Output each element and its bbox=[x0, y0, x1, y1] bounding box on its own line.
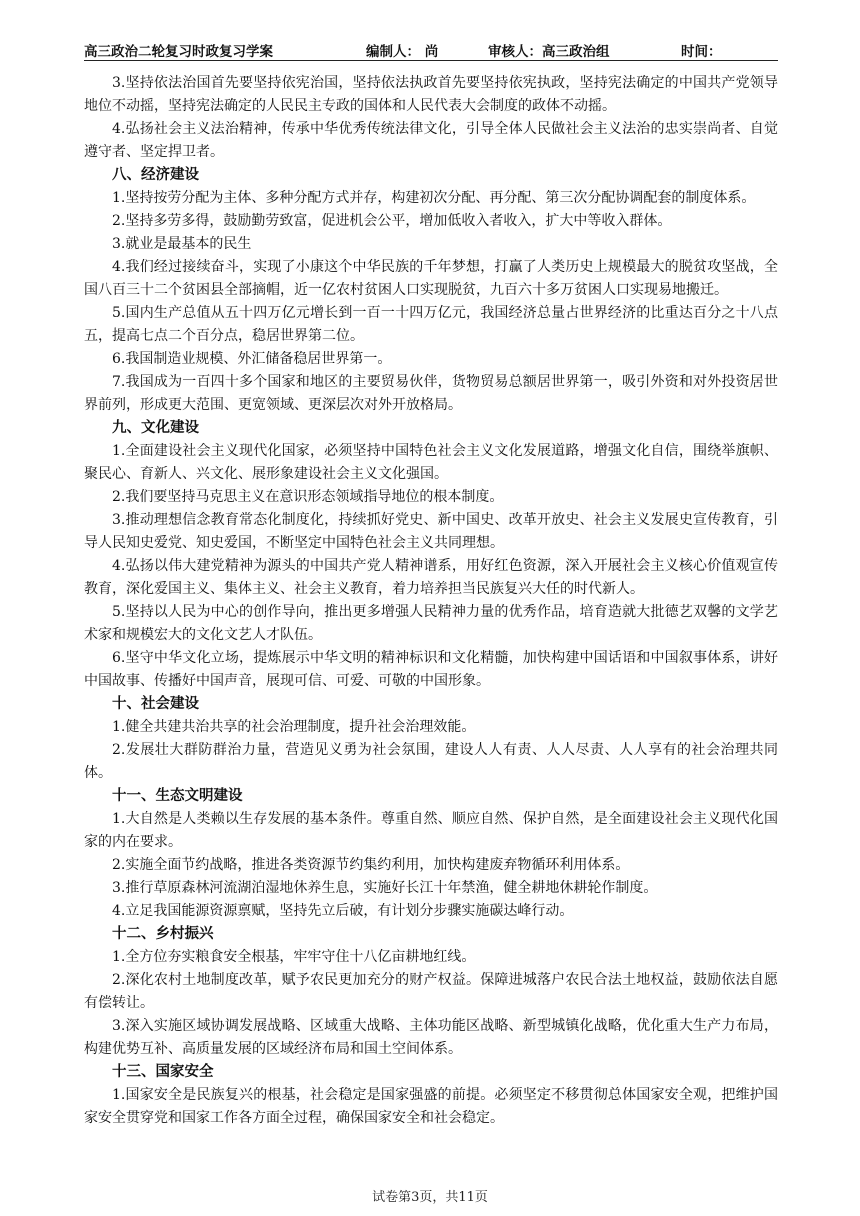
list-item: 1.大自然是人类赖以生存发展的基本条件。尊重自然、顺应自然、保护自然，是全面建设社会主义现代化国家的内在要求。 bbox=[84, 811, 778, 850]
header-title: 高三政治二轮复习时政复习学案 bbox=[84, 44, 273, 60]
list-item: 6.我国制造业规模、外汇储备稳居世界第一。 bbox=[112, 351, 392, 367]
list-item: 3.就业是最基本的民生 bbox=[112, 236, 252, 252]
list-item: 7.我国成为一百四十多个国家和地区的主要贸易伙伴，货物贸易总额居世界第一，吸引外资和对外投资居世界前列，形成更大范围、更宽领域、更深层次对外开放格局。 bbox=[84, 374, 778, 413]
page-footer: 试卷第3页，共11页 bbox=[372, 1190, 488, 1205]
list-item: 1.坚持按劳分配为主体、多种分配方式并存，构建初次分配、再分配、第三次分配协调配套的制度体系。 bbox=[112, 190, 756, 206]
list-item: 5.国内生产总值从五十四万亿元增长到一百一十四万亿元，我国经济总量占世界经济的比重达百分之十八点五，提高七点二个百分点，稳居世界第二位。 bbox=[84, 305, 778, 344]
header-reviewer: 审核人：高三政治组 bbox=[488, 44, 610, 60]
list-item: 1.全面建设社会主义现代化国家，必须坚持中国特色社会主义文化发展道路，增强文化自信，围绕举旗帜、聚民心、育新人、兴文化、展形象建设社会主义文化强国。 bbox=[84, 443, 778, 482]
section-heading: 九、文化建设 bbox=[112, 420, 199, 436]
section-heading: 十三、国家安全 bbox=[112, 1064, 214, 1080]
page-header bbox=[84, 40, 778, 60]
list-item: 4.我们经过接续奋斗，实现了小康这个中华民族的千年梦想，打赢了人类历史上规模最大的脱贫攻坚战，全国八百三十二个贫困县全部摘帽，近一亿农村贫困人口实现脱贫，九百六十多万贫困人口实现易地搬迁。 bbox=[84, 259, 778, 298]
header-editor: 编制人： 尚 bbox=[366, 44, 439, 60]
paragraph: 3.坚持依法治国首先要坚持依宪治国，坚持依法执政首先要坚持依宪执政，坚持宪法确定的中国共产党领导地位不动摇，坚持宪法确定的人民民主专政的国体和人民代表大会制度的政体不动摇。 bbox=[84, 75, 778, 114]
list-item: 2.发展壮大群防群治力量，营造见义勇为社会氛围，建设人人有责、人人尽责、人人享有的社会治理共同体。 bbox=[84, 742, 778, 781]
list-item: 2.坚持多劳多得，鼓励勤劳致富，促进机会公平，增加低收入者收入，扩大中等收入群体。 bbox=[112, 213, 672, 229]
header-time: 时间： bbox=[681, 44, 722, 60]
list-item: 5.坚持以人民为中心的创作导向，推出更多增强人民精神力量的优秀作品，培育造就大批德艺双馨的文学艺术家和规模宏大的文化文艺人才队伍。 bbox=[84, 604, 778, 643]
list-item: 2.我们要坚持马克思主义在意识形态领域指导地位的根本制度。 bbox=[112, 489, 504, 505]
list-item: 2.深化农村土地制度改革，赋予农民更加充分的财产权益。保障进城落户农民合法土地权益，鼓励依法自愿有偿转让。 bbox=[84, 972, 778, 1011]
list-item: 3.推行草原森林河流湖泊湿地休养生息，实施好长江十年禁渔，健全耕地休耕轮作制度。 bbox=[112, 880, 658, 896]
document-body bbox=[84, 72, 778, 1130]
list-item: 6.坚守中华文化立场，提炼展示中华文明的精神标识和文化精髓，加快构建中国话语和中国叙事体系，讲好中国故事、传播好中国声音，展现可信、可爱、可敬的中国形象。 bbox=[84, 650, 778, 689]
section-heading: 八、经济建设 bbox=[112, 167, 199, 183]
list-item: 3.推动理想信念教育常态化制度化，持续抓好党史、新中国史、改革开放史、社会主义发展史宣传教育，引导人民知史爱党、知史爱国，不断坚定中国特色社会主义共同理想。 bbox=[84, 512, 778, 551]
sections-container bbox=[84, 164, 778, 1130]
paragraph: 4.弘扬社会主义法治精神，传承中华优秀传统法律文化，引导全体人民做社会主义法治的忠实崇尚者、自觉遵守者、坚定捍卫者。 bbox=[84, 121, 778, 160]
list-item: 2.实施全面节约战略，推进各类资源节约集约利用，加快构建废弃物循环利用体系。 bbox=[112, 857, 630, 873]
list-item: 1.全方位夯实粮食安全根基，牢牢守住十八亿亩耕地红线。 bbox=[112, 949, 476, 965]
section-heading: 十一、生态文明建设 bbox=[112, 788, 243, 804]
list-item: 3.深入实施区域协调发展战略、区域重大战略、主体功能区战略、新型城镇化战略，优化重大生产力布局，构建优势互补、高质量发展的区域经济布局和国土空间体系。 bbox=[84, 1018, 778, 1057]
list-item: 4.立足我国能源资源禀赋，坚持先立后破，有计划分步骤实施碳达峰行动。 bbox=[112, 903, 574, 919]
list-item: 1.健全共建共治共享的社会治理制度，提升社会治理效能。 bbox=[112, 719, 476, 735]
section-heading: 十、社会建设 bbox=[112, 696, 199, 712]
list-item: 1.国家安全是民族复兴的根基，社会稳定是国家强盛的前提。必须坚定不移贯彻总体国家安全观，把维护国家安全贯穿党和国家工作各方面全过程，确保国家安全和社会稳定。 bbox=[84, 1087, 778, 1126]
list-item: 4.弘扬以伟大建党精神为源头的中国共产党人精神谱系，用好红色资源，深入开展社会主义核心价值观宣传教育，深化爱国主义、集体主义、社会主义教育，着力培养担当民族复兴大任的时代新人。 bbox=[84, 558, 778, 597]
header-divider bbox=[84, 60, 778, 61]
section-heading: 十二、乡村振兴 bbox=[112, 926, 214, 942]
